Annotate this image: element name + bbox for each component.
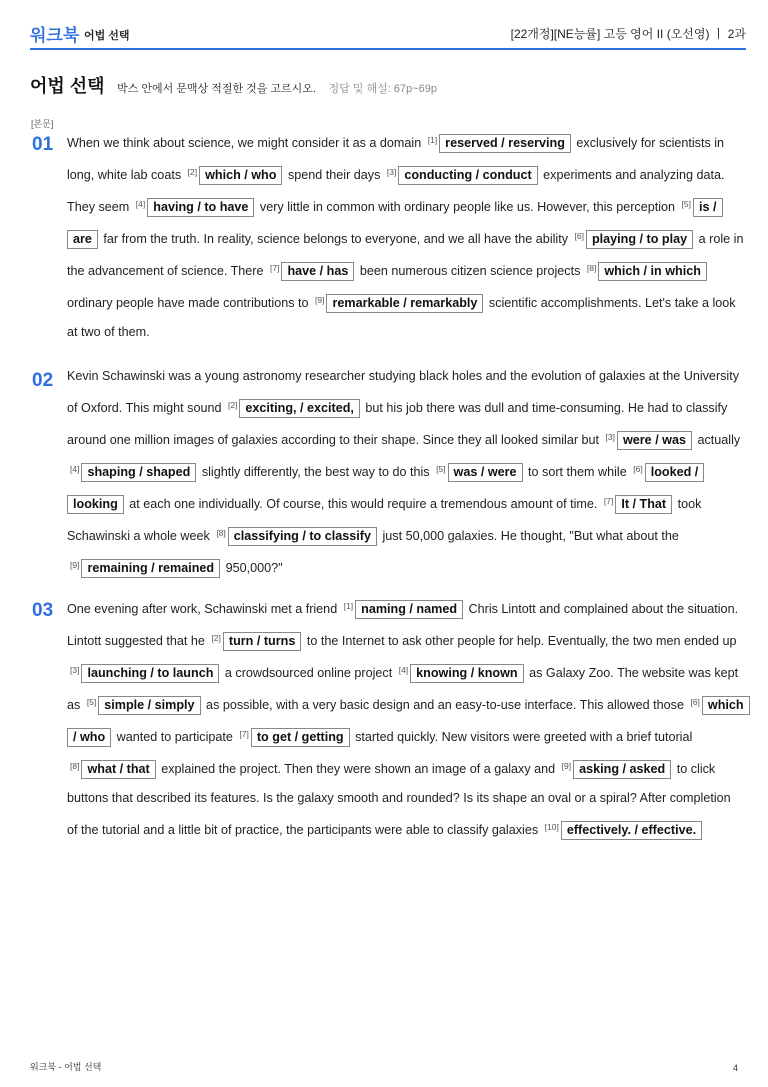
question-number: [3]	[386, 167, 397, 177]
passage-text-run: Chris Lintott and complained about the situation. Lintott suggested that he	[67, 602, 739, 648]
footer-label: 워크북 - 어법 선택	[30, 1062, 102, 1072]
choice-box[interactable]: exciting, / excited,	[239, 399, 360, 418]
passage-01	[30, 126, 744, 347]
choice-box[interactable]: to get / getting	[251, 728, 350, 747]
passage-text-run: far from the truth. In reality, science belongs to everyone, and we all have the ability	[99, 232, 572, 246]
choice-box[interactable]: which / in which	[598, 262, 707, 281]
passage-number: 01	[32, 134, 54, 155]
passage-text-run: as possible, with a very basic design and an easy-to-use interface. This allowed those	[202, 698, 688, 712]
passage-text	[67, 362, 744, 583]
passage-text-run: exclusively for scientists in long, white lab coats	[67, 136, 725, 182]
passage-text	[67, 592, 744, 845]
passage-03	[30, 592, 744, 845]
question-number: [9]	[70, 560, 80, 570]
question-number: [4]	[398, 665, 409, 675]
choice-box[interactable]: playing / to play	[586, 230, 693, 249]
question-number: [8]	[70, 761, 80, 771]
question-number: [6]	[574, 231, 584, 241]
choice-box[interactable]: have / has	[281, 262, 354, 281]
choice-box[interactable]: knowing / known	[410, 664, 523, 683]
passage-text-run: a role in the advancement of science. There	[67, 232, 744, 278]
passage-text-run: a crowdsourced online project	[221, 666, 396, 680]
passage-text-run: Kevin Schawinski was a young astronomy researcher studying black holes and the evolution of galaxies at the University of Oxford. This might sound	[67, 369, 740, 415]
section-title-row	[30, 72, 730, 98]
question-number: [5]	[681, 199, 691, 209]
question-number: [5]	[86, 697, 97, 707]
question-number: [7]	[603, 496, 614, 506]
passage-text	[67, 126, 744, 347]
choice-box[interactable]: were / was	[617, 431, 692, 450]
question-number: [7]	[239, 729, 249, 739]
question-number: [4]	[70, 464, 80, 474]
question-number: [5]	[436, 464, 446, 474]
choice-box[interactable]: was / were	[448, 463, 523, 482]
passage-text-run: just 50,000 galaxies. He thought, "But what about the	[378, 529, 679, 543]
passage-02	[30, 362, 744, 583]
page-title: 어법 선택	[30, 76, 105, 96]
question-number: [2]	[211, 633, 221, 643]
question-number: [8]	[216, 528, 226, 538]
passage-number: 02	[32, 370, 54, 391]
page-header	[30, 18, 746, 50]
choice-box[interactable]: It / That	[615, 495, 672, 514]
choice-box[interactable]: is / are	[67, 198, 723, 249]
passage-number: 03	[32, 600, 54, 621]
question-number: [3]	[70, 665, 80, 675]
choice-box[interactable]: what / that	[81, 760, 155, 779]
question-number: [9]	[561, 761, 572, 771]
choice-box[interactable]: launching / to launch	[81, 664, 219, 683]
choice-box[interactable]: which / who	[67, 696, 750, 747]
passage-text-run: slightly differently, the best way to do this	[198, 465, 434, 479]
choice-box[interactable]: remarkable / remarkably	[326, 294, 483, 313]
choice-box[interactable]: remaining / remained	[81, 559, 220, 578]
passage-text-run: at each one individually. Of course, this would require a tremendous amount of time.	[125, 497, 601, 511]
question-number: [4]	[135, 199, 146, 209]
question-number: [6]	[690, 697, 700, 707]
passage-text-run: but his job there was dull and time-consuming. He had to classify around one million images of galaxies according to their shape. Since they all looked similar but	[67, 401, 728, 447]
page-number: 4	[732, 1063, 738, 1073]
passage-text-run: as Galaxy Zoo. The website was kept as	[67, 666, 739, 712]
choice-box[interactable]: which / who	[199, 166, 282, 185]
question-number: [2]	[227, 400, 238, 410]
passage-tag: [본문]	[31, 119, 54, 129]
choice-box[interactable]: turn / turns	[223, 632, 301, 651]
choice-box[interactable]: classifying / to classify	[228, 527, 377, 546]
passage-text-run: to click buttons that described its features. Is the galaxy smooth and rounded? Is its shape an oval or a spiral? After completion of the tutorial and a little bit of practice, the participants were able to classify galaxies	[67, 762, 731, 837]
question-number: [6]	[633, 464, 643, 474]
passage-text-run: explained the project. Then they were shown an image of a galaxy and	[157, 762, 559, 776]
passage-text-run: very little in common with ordinary people like us. However, this perception	[256, 200, 679, 214]
choice-box[interactable]: simple / simply	[98, 696, 200, 715]
question-number: [9]	[315, 295, 325, 305]
choice-box[interactable]: naming / named	[355, 600, 463, 619]
passage-text-run: scientific accomplishments. Let's take a look at two of them.	[67, 296, 736, 339]
question-number: [1]	[427, 135, 438, 145]
question-number: [8]	[586, 263, 597, 273]
question-number: [3]	[605, 432, 615, 442]
instruction-text: 박스 안에서 문맥상 적절한 것을 고르시오.	[117, 83, 316, 95]
passage-text-run: wanted to participate	[113, 730, 237, 744]
passage-text-run: actually	[694, 433, 741, 447]
passage-text-run: spend their days	[284, 168, 384, 182]
choice-box[interactable]: shaping / shaped	[81, 463, 196, 482]
book-title: [22개정][NE능률] 고등 영어 II (오선영) ㅣ 2과	[510, 27, 746, 41]
passage-text-run: to the Internet to ask other people for help. Eventually, the two men ended up	[303, 634, 737, 648]
passage-text-run: started quickly. New visitors were greeted with a brief tutorial	[351, 730, 693, 744]
answer-reference: 정답 및 해설: 67p~69p	[328, 83, 437, 95]
passage-text-run: took Schawinski a whole week	[67, 497, 702, 543]
passage-text-run: to sort them while	[524, 465, 631, 479]
choice-box[interactable]: having / to have	[147, 198, 254, 217]
passage-text-run: 950,000?"	[222, 561, 283, 575]
question-number: [7]	[270, 263, 280, 273]
choice-box[interactable]: asking / asked	[573, 760, 671, 779]
question-number: [1]	[343, 601, 354, 611]
passage-text-run: ordinary people have made contributions to	[67, 296, 313, 310]
brand-title: 워크북	[30, 26, 80, 45]
choice-box[interactable]: reserved / reserving	[439, 134, 571, 153]
passage-text-run: experiments and analyzing data. They seem	[67, 168, 725, 214]
question-number: [10]	[544, 822, 559, 832]
choice-box[interactable]: looked / looking	[67, 463, 704, 514]
passage-text-run: When we think about science, we might consider it as a domain	[67, 136, 425, 150]
passage-text-run: One evening after work, Schawinski met a friend	[67, 602, 341, 616]
brand-subtitle: 어법 선택	[84, 30, 130, 42]
choice-box[interactable]: effectively. / effective.	[561, 821, 702, 840]
passage-text-run: been numerous citizen science projects	[356, 264, 584, 278]
choice-box[interactable]: conducting / conduct	[398, 166, 537, 185]
question-number: [2]	[187, 167, 198, 177]
